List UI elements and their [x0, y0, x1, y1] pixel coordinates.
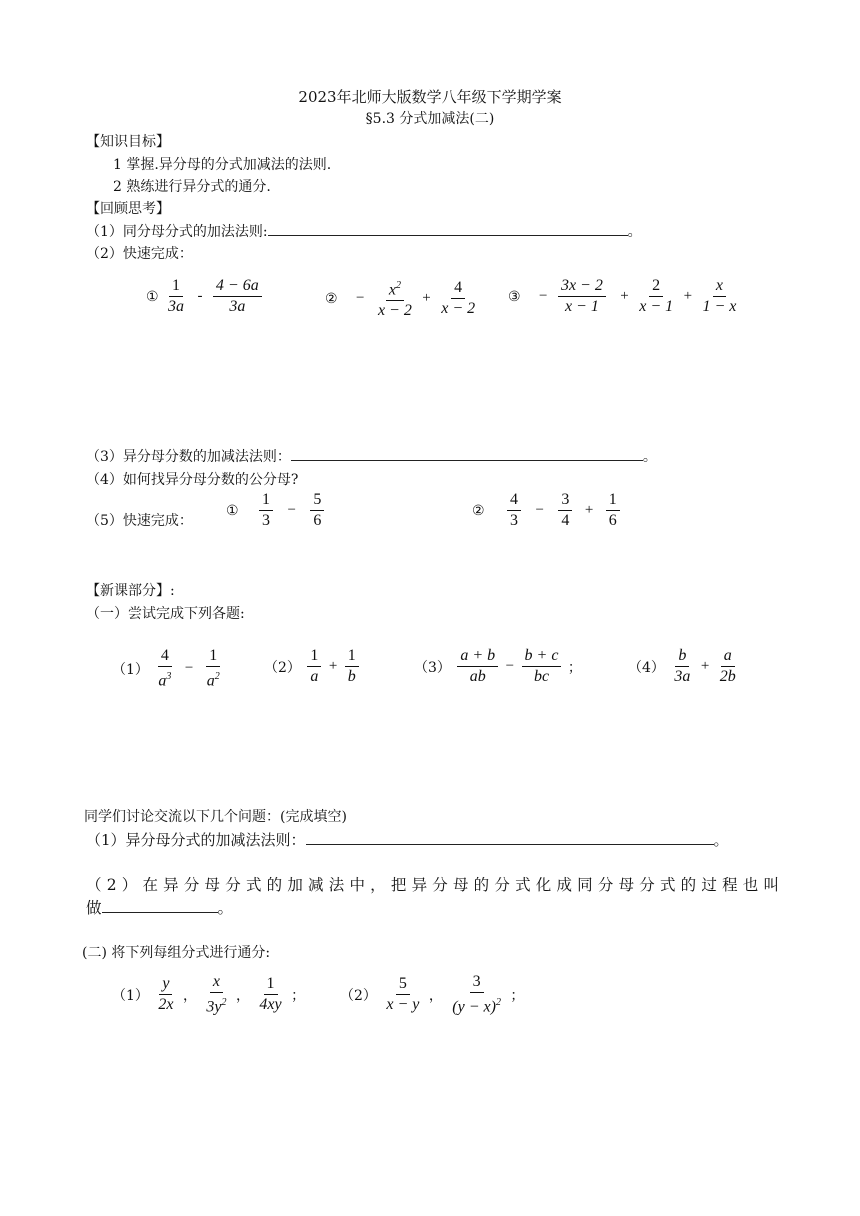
- denominator: 2b: [719, 668, 736, 685]
- denominator: b: [347, 668, 356, 685]
- base: (y − x): [452, 998, 496, 1016]
- numerator: 1: [169, 276, 183, 297]
- denominator: 3a: [229, 298, 246, 315]
- group-2: [340, 972, 524, 1017]
- denominator: x − 1: [564, 298, 599, 315]
- numerator: 5: [310, 490, 324, 511]
- denominator: 1 − x: [702, 298, 737, 315]
- fraction: [717, 646, 739, 687]
- operator: +: [422, 290, 431, 307]
- fraction: [310, 490, 324, 531]
- exercise-2: [325, 276, 480, 321]
- denominator: 4: [561, 512, 570, 529]
- operator: +: [700, 658, 710, 674]
- numerator: 3: [558, 490, 572, 511]
- numerator: b: [675, 646, 689, 667]
- blank-line[interactable]: [102, 898, 218, 913]
- denominator: [449, 993, 504, 1017]
- objective-item-1: 1 掌握.异分母的分式加减法的法则.: [113, 157, 332, 173]
- objectives-heading: 【知识目标】: [86, 134, 170, 150]
- fraction: [383, 974, 422, 1015]
- operator: −: [356, 290, 365, 307]
- fraction: [558, 276, 606, 317]
- operator: +: [683, 288, 693, 304]
- fraction: [155, 646, 174, 691]
- numerator: 1: [606, 490, 620, 511]
- operator: −: [539, 288, 548, 304]
- exponent: 2: [214, 671, 220, 682]
- fraction: [165, 276, 187, 317]
- denominator: [204, 667, 223, 691]
- exercise-3: [508, 276, 741, 317]
- review-q1: [86, 221, 642, 241]
- page-subtitle: §5.3 分式加减法(二): [365, 111, 495, 127]
- denominator: 2x: [158, 996, 174, 1014]
- base: 3y: [206, 998, 222, 1016]
- operator: −: [535, 502, 544, 518]
- label: （4）: [628, 659, 665, 676]
- part2-heading: (二) 将下列每组分式进行通分:: [82, 945, 271, 961]
- page-title: 2023年北师大版数学八年级下学期学案: [298, 88, 562, 106]
- fraction: [438, 278, 478, 319]
- denominator: 6: [313, 512, 322, 529]
- numerator: 1: [307, 646, 321, 667]
- marker: ②: [325, 290, 338, 307]
- numerator: 4: [507, 490, 521, 511]
- exponent: 2: [395, 280, 401, 291]
- denominator: bc: [533, 668, 550, 685]
- denominator: 4xy: [259, 996, 282, 1014]
- numerator: 3x − 2: [558, 276, 606, 297]
- denominator: [155, 667, 174, 691]
- problem-2: [264, 646, 361, 687]
- label: （1）: [112, 661, 149, 678]
- label: （2）: [264, 659, 301, 676]
- fraction: [449, 972, 504, 1017]
- fraction: [671, 646, 693, 687]
- marker: ③: [508, 288, 521, 305]
- label: （3）: [414, 659, 451, 676]
- blank-line[interactable]: [268, 221, 628, 236]
- fraction: [204, 646, 223, 691]
- review-q2: （2）快速完成：: [86, 246, 193, 262]
- numerator: a: [721, 646, 735, 667]
- exercise-5-1: [226, 490, 326, 531]
- operator: +: [620, 288, 629, 304]
- numerator: 5: [396, 974, 410, 995]
- problem-4: [628, 646, 741, 687]
- problem-3: [414, 646, 582, 687]
- exponent: 3: [166, 671, 172, 682]
- fraction: [203, 972, 229, 1017]
- fraction: [155, 974, 176, 1015]
- numerator: 2: [649, 276, 663, 297]
- numerator: 4 − 6a: [213, 276, 262, 297]
- fraction: [457, 646, 498, 687]
- discussion-q2-text: 做: [86, 899, 102, 917]
- end-punctuation: ；: [291, 987, 306, 1004]
- numerator: y: [159, 974, 172, 995]
- objective-item-2: 2 熟练进行异分式的通分.: [113, 179, 271, 195]
- separator: ，: [235, 987, 250, 1004]
- end-mark: 。: [713, 831, 729, 849]
- operator: -: [197, 288, 203, 304]
- fraction: [213, 276, 262, 317]
- fraction: [259, 490, 273, 531]
- numerator: b + c: [522, 646, 562, 667]
- fraction: [307, 646, 321, 687]
- numerator: 1: [259, 490, 273, 511]
- denominator: a: [310, 668, 319, 685]
- fraction: [507, 490, 521, 531]
- numerator: 4: [158, 646, 172, 667]
- end-mark: 。: [217, 899, 234, 917]
- denominator: x − 2: [377, 302, 412, 320]
- operator: +: [584, 502, 594, 518]
- denominator: x − y: [386, 996, 420, 1014]
- blank-line[interactable]: [306, 830, 714, 845]
- new-lesson-heading: 【新课部分】:: [86, 583, 175, 599]
- fraction: [636, 276, 676, 317]
- fraction: [606, 490, 620, 531]
- marker: ②: [472, 502, 485, 519]
- review-q3-text: （3）异分母分数的加减法法则：: [86, 449, 291, 465]
- end-punctuation: ；: [510, 987, 525, 1004]
- denominator: 3a: [168, 298, 185, 315]
- numerator: a + b: [457, 646, 498, 667]
- denominator: ab: [469, 668, 486, 685]
- review-q5: （5）快速完成：: [86, 513, 193, 529]
- blank-line[interactable]: [291, 446, 643, 461]
- fraction: [700, 276, 740, 317]
- review-q1-text: （1）同分母分式的加法法则:: [86, 224, 268, 240]
- denominator: x − 1: [639, 298, 674, 315]
- operator: −: [505, 658, 515, 674]
- exponent: 2: [495, 997, 501, 1008]
- label: （2）: [340, 987, 377, 1004]
- numerator: 1: [264, 974, 278, 995]
- review-heading: 【回顾思考】: [86, 201, 170, 217]
- discussion-q1-text: （1）异分母分式的加减法法则：: [86, 831, 306, 849]
- numerator: 3: [470, 972, 484, 993]
- end-mark: 。: [642, 449, 657, 465]
- label: （1）: [112, 987, 149, 1004]
- review-q4: （4）如何找异分母分数的公分母?: [86, 472, 299, 488]
- numerator: [386, 276, 404, 301]
- denominator: 3: [262, 512, 271, 529]
- numerator: 1: [206, 646, 220, 667]
- base: x: [388, 281, 396, 299]
- numerator: 1: [345, 646, 359, 667]
- marker: ①: [226, 502, 239, 519]
- denominator: [203, 993, 229, 1017]
- part1-heading: （一）尝试完成下列各题:: [86, 606, 245, 622]
- end-mark: 。: [627, 224, 642, 240]
- exercise-5-2: [472, 490, 622, 531]
- denominator: x − 2: [441, 300, 476, 318]
- discussion-q2-line2: [86, 896, 233, 918]
- fraction: [256, 974, 284, 1015]
- numerator: x: [713, 276, 726, 297]
- numerator: 4: [451, 278, 465, 299]
- discussion-q1: [86, 829, 729, 850]
- group-1: [112, 972, 305, 1017]
- denominator: 3: [510, 512, 519, 529]
- operator: −: [184, 660, 194, 677]
- discussion-intro: 同学们讨论交流以下几个问题：(完成填空): [84, 809, 347, 825]
- exercise-1: [146, 276, 264, 317]
- fraction: [345, 646, 359, 687]
- marker: ①: [146, 288, 159, 305]
- end-punctuation: ；: [567, 659, 582, 676]
- exponent: 2: [221, 997, 227, 1008]
- separator: ，: [428, 987, 443, 1004]
- base: a: [158, 672, 167, 690]
- denominator: 6: [608, 512, 617, 529]
- denominator: 3a: [674, 668, 691, 685]
- numerator: x: [210, 972, 223, 993]
- operator: +: [328, 658, 338, 674]
- fraction: [375, 276, 415, 321]
- base: a: [206, 672, 215, 690]
- problem-1: [112, 646, 225, 691]
- separator: ，: [182, 987, 197, 1004]
- fraction: [522, 646, 562, 687]
- discussion-q2-line1: （2）在异分母分式的加减法中，把异分母的分式化成同分母分式的过程也叫: [86, 876, 785, 894]
- review-q3: [86, 446, 657, 466]
- operator: −: [287, 502, 296, 518]
- fraction: [558, 490, 572, 531]
